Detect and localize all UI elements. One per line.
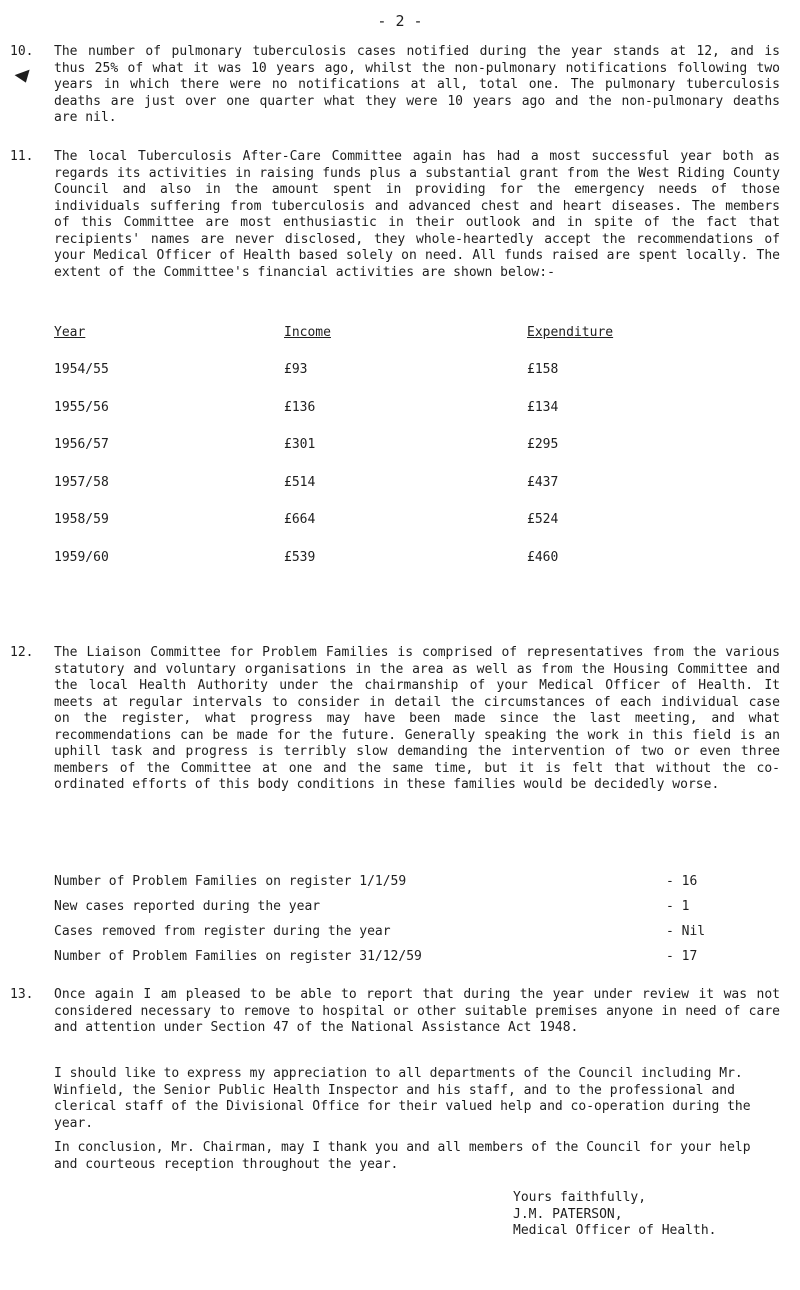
expenditure-cell: £437: [527, 474, 559, 490]
expenditure-cell: £134: [527, 399, 559, 415]
expenditure-cell: £460: [527, 549, 559, 565]
table-row: [54, 512, 747, 550]
item-label: New cases reported during the year: [54, 899, 321, 914]
paragraph-13: [10, 987, 780, 1037]
item-value: - Nil: [666, 924, 706, 939]
table-header-row: [54, 325, 747, 362]
table-row: [54, 550, 747, 588]
margin-mark: [15, 70, 34, 86]
list-item: [54, 924, 764, 949]
expenditure-cell: £295: [527, 437, 559, 452]
column-header-year: Year: [54, 325, 86, 340]
year-cell: 1956/57: [54, 437, 109, 452]
year-cell: 1957/58: [54, 474, 109, 490]
item-label: Number of Problem Families on register 31/12/59: [54, 949, 422, 964]
valediction: Yours faithfully,: [513, 1190, 647, 1205]
paragraph-number: 12.: [10, 645, 34, 660]
year-cell: 1955/56: [54, 399, 109, 415]
signatory-name: J.M. PATERSON,: [513, 1206, 623, 1222]
item-label: Number of Problem Families on register 1/1/59: [54, 874, 407, 889]
table-row: [54, 475, 747, 513]
column-header-income: Income: [284, 325, 331, 340]
appreciation-paragraph: I should like to express my appreciation to all departments of the Council including Mr. Winfield, the Senior Public Health Inspector and his staff, and to the professional and clerical staff of the Divisional Office for their valued help and co-operation during the year.: [54, 1066, 751, 1131]
paragraph-number: 11.: [10, 149, 34, 164]
column-header-expenditure: Expenditure: [527, 325, 614, 340]
paragraph-text: The Liaison Committee for Problem Families is comprised of representatives from the various statutory and voluntary organisations in the area as well as from the Housing Committee and the local Health Authority under the chairmanship of your Medical Officer of Health. It meets at regular intervals to consider in detail the circumstances of each individual case on the register, what progress may have been made since the last meeting, and what recommendations can be made for the future. Generally speaking the work in this field is an uphill task and progress is terribly slow demanding the intervention of two or even three members of the Committee at one and the same time, but it is felt that without the co-ordinated efforts of this body conditions in these families would be decidedly worse.: [54, 645, 780, 792]
signatory-title: Medical Officer of Health.: [513, 1223, 717, 1238]
item-value: - 16: [666, 874, 698, 889]
expenditure-cell: £524: [527, 512, 559, 527]
list-item: [54, 874, 764, 899]
income-cell: £93: [284, 362, 308, 377]
year-cell: 1959/60: [54, 549, 109, 565]
income-cell: £539: [284, 549, 316, 565]
paragraph-10: [10, 44, 780, 127]
table-row: [54, 437, 747, 475]
expenditure-cell: £158: [527, 362, 559, 377]
year-cell: 1954/55: [54, 362, 109, 377]
finance-table: [54, 325, 747, 587]
table-row: [54, 400, 747, 438]
table-row: [54, 362, 747, 400]
paragraph-text: The local Tuberculosis After-Care Committee again has had a most successful year both as regards its activities in raising funds plus a substantial grant from the West Riding County Council and also in the amount spent in providing for the emergency needs of those individuals suffering from tuberculosis and advanced chest and heart diseases. The members of this Committee are most enthusiastic in their outlook and in spite of the fact that recipients' names are never disclosed, they whole-heartedly accept the recommendations of your Medical Officer of Health based solely on need. All funds raised are spent locally. The extent of the Committee's financial activities are shown below:-: [54, 149, 780, 280]
signature-block: [513, 1190, 717, 1240]
item-value: - 1: [666, 899, 690, 914]
paragraph-12: [10, 645, 780, 794]
paragraph-number: 13.: [10, 987, 34, 1002]
item-label: Cases removed from register during the year: [54, 924, 391, 939]
list-item: [54, 899, 764, 924]
paragraph-text: The number of pulmonary tuberculosis cases notified during the year stands at 12, and is thus 25% of what it was 10 years ago, whilst the non-pulmonary notifications following two years in which there were no notifications at all, total one. The pulmonary tuberculosis deaths are just over one quarter what they were 10 years ago and the non-pulmonary deaths are nil.: [54, 44, 780, 125]
page-number: - 2 -: [377, 12, 423, 30]
income-cell: £301: [284, 437, 316, 452]
year-cell: 1958/59: [54, 512, 109, 527]
paragraph-11: [10, 149, 780, 281]
income-cell: £136: [284, 399, 316, 415]
paragraph-number: 10.: [10, 44, 34, 59]
item-value: - 17: [666, 949, 698, 964]
paragraph-text: Once again I am pleased to be able to report that during the year under review it was not considered necessary to remove to hospital or other suitable premises anyone in need of care and attention under Section 47 of the National Assistance Act 1948.: [54, 987, 780, 1035]
income-cell: £664: [284, 512, 316, 527]
income-cell: £514: [284, 474, 316, 490]
list-item: [54, 949, 764, 974]
conclusion-paragraph: In conclusion, Mr. Chairman, may I thank you and all members of the Council for your help and courteous reception throughout the year.: [54, 1140, 751, 1172]
problem-families-list: [54, 874, 764, 974]
